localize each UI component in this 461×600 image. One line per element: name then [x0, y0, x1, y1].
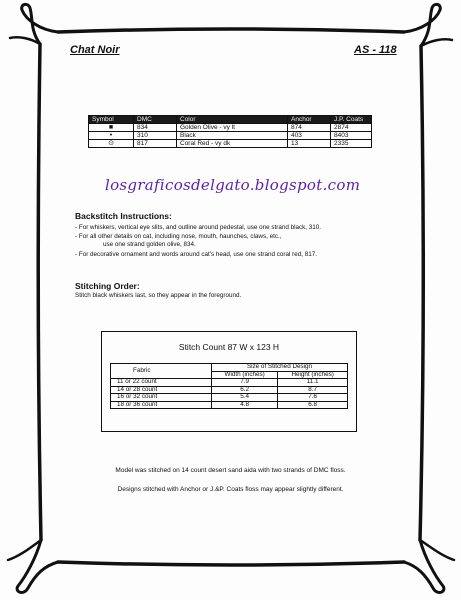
anchor-number: 13 [288, 140, 331, 148]
dmc-number: 834 [134, 124, 177, 132]
backstitch-line: - For whiskers, vertical eye slits, and outline around pedestal, use one strand black, 310. [75, 224, 322, 231]
design-width: 6.2 [212, 386, 278, 394]
pattern-title: Chat Noir [70, 44, 120, 56]
anchor-number: 874 [288, 124, 331, 132]
model-note: Model was stitched on 14 count desert sand aida with two strands of DMC floss. [115, 467, 346, 474]
stitch-count-box [101, 331, 357, 432]
jp-coats-number: 8403 [331, 132, 372, 140]
column-header: Color [177, 116, 288, 124]
stitching-order-heading: Stitching Order: [75, 281, 140, 291]
stitch-count-title: Stitch Count 87 W x 123 H [178, 342, 280, 352]
table-row [111, 401, 348, 409]
color-name: Coral Red - vy dk [177, 140, 288, 148]
color-name: Golden Olive - vy lt [177, 124, 288, 132]
backstitch-line: - For decorative ornament and words around cat's head, use one strand coral red, 817. [75, 251, 318, 258]
blog-watermark: losgraficosdelgato.blogspot.com [105, 176, 361, 194]
width-header: Width (inches) [212, 371, 278, 379]
table-header-row [111, 364, 348, 372]
design-width: 5.4 [212, 394, 278, 402]
fabric-count: 11 or 22 count [111, 379, 212, 387]
fabric-count: 16 or 32 count [111, 394, 212, 402]
table-row [89, 140, 372, 148]
fabric-count: 18 or 36 count [111, 401, 212, 409]
design-height: 6.8 [278, 401, 348, 409]
floss-symbol: ⊙ [89, 140, 134, 148]
dmc-number: 310 [134, 132, 177, 140]
pattern-code: AS - 118 [354, 44, 397, 56]
design-width: 4.8 [212, 401, 278, 409]
fabric-count: 14 or 28 count [111, 386, 212, 394]
column-header: Anchor [288, 116, 331, 124]
color-name: Black [177, 132, 288, 140]
stitching-order-text: Stitch black whiskers last, so they appear in the foreground. [75, 292, 242, 299]
fabric-size-table [110, 363, 348, 409]
table-row [89, 132, 372, 140]
floss-note: Designs stitched with Anchor or J.&P. Coats floss may appear slightly different. [117, 486, 344, 493]
anchor-number: 403 [288, 132, 331, 140]
jp-coats-number: 2335 [331, 140, 372, 148]
design-width: 7.9 [212, 379, 278, 387]
fabric-header: Fabric [111, 364, 212, 379]
floss-table-header [89, 116, 372, 124]
design-height: 11.1 [278, 379, 348, 387]
floss-table [88, 115, 372, 148]
backstitch-heading: Backstitch Instructions: [75, 211, 172, 221]
dmc-number: 817 [134, 140, 177, 148]
backstitch-line: use one strand golden olive, 834. [103, 241, 196, 248]
table-row [111, 379, 348, 387]
size-header: Size of Stitched Design [212, 364, 348, 372]
column-header: J.P. Coats [331, 116, 372, 124]
jp-coats-number: 2874 [331, 124, 372, 132]
column-header: DMC [134, 116, 177, 124]
column-header: Symbol [89, 116, 134, 124]
floss-symbol: ■ [89, 124, 134, 132]
table-row [111, 394, 348, 402]
design-height: 8.7 [278, 386, 348, 394]
table-row [89, 124, 372, 132]
height-header: Height (inches) [278, 371, 348, 379]
design-height: 7.6 [278, 394, 348, 402]
floss-symbol: • [89, 132, 134, 140]
backstitch-line: - For all other details on cat, including nose, mouth, haunches, claws, etc., [75, 232, 282, 240]
